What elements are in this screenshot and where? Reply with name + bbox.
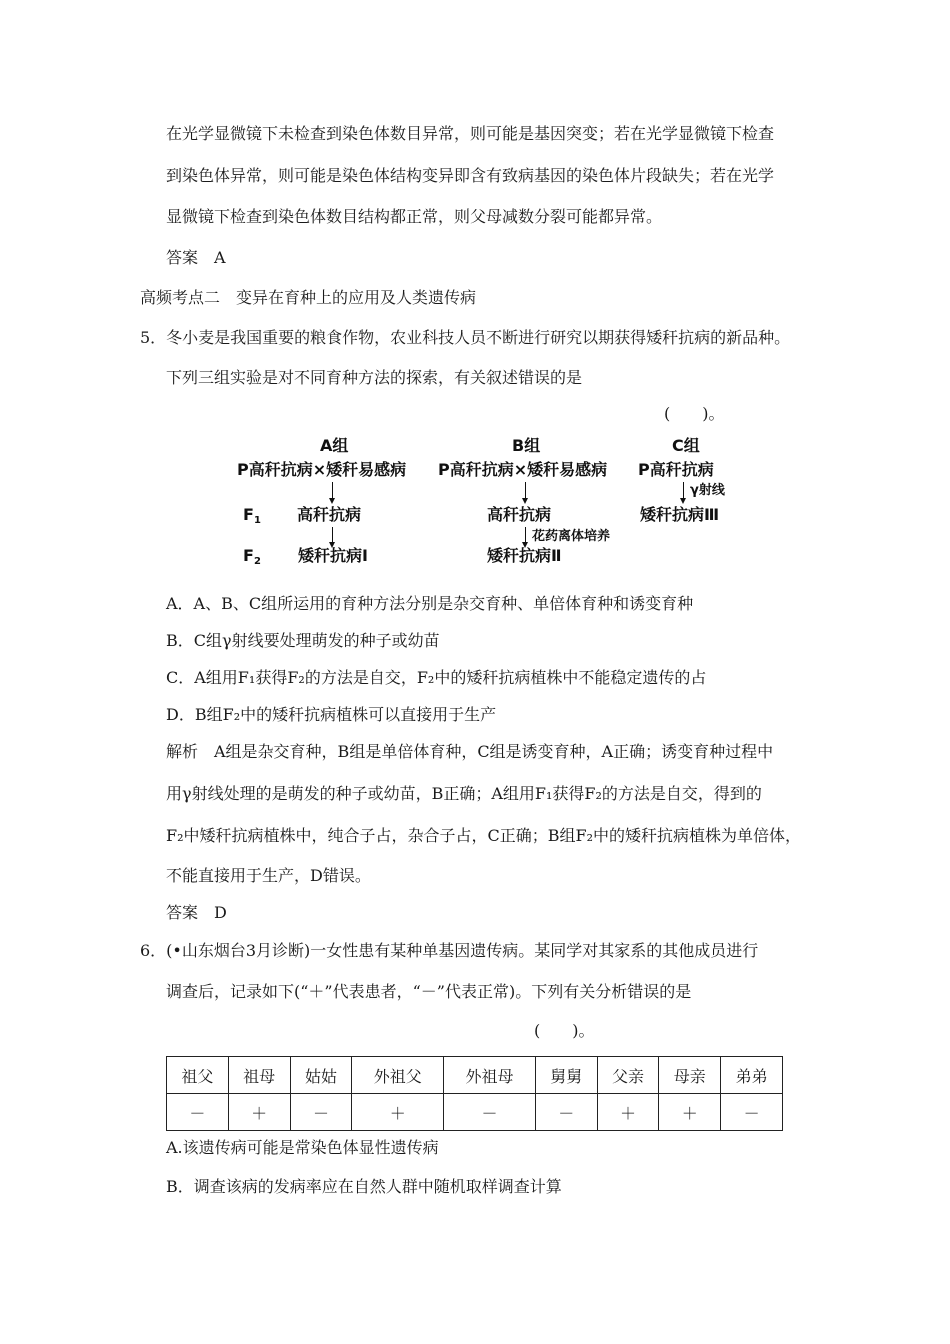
option-b: B．调查该病的发病率应在自然人群中随机取样调查计算	[166, 1177, 562, 1196]
answer-line: 答案 D	[166, 903, 227, 922]
family-record-table	[166, 1056, 783, 1131]
paragraph-line: 在光学显微镜下未检查到染色体数目异常，则可能是基因突变；若在光学显微镜下检查	[166, 124, 775, 143]
group-c-parent: P高秆抗病	[638, 460, 714, 479]
table-header-row	[167, 1057, 783, 1094]
group-b-f2: 矮秆抗病Ⅱ	[487, 546, 562, 565]
table-cell: ＋	[597, 1094, 659, 1131]
table-cell: －	[290, 1094, 352, 1131]
group-b-f1: 高秆抗病	[487, 505, 552, 524]
anther-culture-label: 花药离体培养	[532, 529, 611, 544]
table-cell: ＋	[352, 1094, 444, 1131]
answer-paren: ( )。	[664, 404, 725, 423]
analysis-line: 用γ射线处理的是萌发的种子或幼苗，B正确；A组用F₁获得F₂的方法是自交，得到的	[166, 784, 762, 803]
group-b-parents: P高秆抗病×矮秆易感病	[438, 460, 608, 479]
table-header-cell: 外祖母	[444, 1057, 536, 1094]
gamma-ray-label: γ射线	[690, 483, 725, 498]
table-header-cell: 祖母	[228, 1057, 290, 1094]
paragraph-line: 到染色体异常，则可能是染色体结构变异即含有致病基因的染色体片段缺失；若在光学	[166, 166, 775, 185]
group-a-f2: 矮秆抗病Ⅰ	[298, 546, 368, 565]
analysis-line: 解析 A组是杂交育种，B组是单倍体育种，C组是诱变育种，A正确；诱变育种过程中	[166, 742, 774, 761]
table-row	[167, 1094, 783, 1131]
section-heading: 高频考点二 变异在育种上的应用及人类遗传病	[140, 288, 477, 307]
group-a-parents: P高秆抗病×矮秆易感病	[237, 460, 407, 479]
question-6-stem-cont: 调查后，记录如下(“＋”代表患者，“－”代表正常)。下列有关分析错误的是	[166, 982, 692, 1001]
group-c-result: 矮秆抗病Ⅲ	[640, 505, 720, 524]
table-header-cell: 祖父	[167, 1057, 229, 1094]
group-c-label: C组	[672, 436, 700, 455]
answer-line: 答案 A	[166, 248, 226, 267]
f1-label: $F_1$	[243, 505, 261, 526]
table-cell: －	[167, 1094, 229, 1131]
option-a: A.该遗传病可能是常染色体显性遗传病	[166, 1138, 439, 1157]
table-header-cell: 舅舅	[535, 1057, 597, 1094]
f2-label: $F_2$	[243, 546, 261, 567]
group-b-label: B组	[512, 436, 541, 455]
question-5-stem: 5．冬小麦是我国重要的粮食作物，农业科技人员不断进行研究以期获得矮秆抗病的新品种。	[140, 328, 791, 347]
table-header-cell: 外祖父	[352, 1057, 444, 1094]
table-header-cell: 弟弟	[721, 1057, 783, 1094]
analysis-line: F₂中矮秆抗病植株中，纯合子占，杂合子占，C正确；B组F₂中的矮秆抗病植株为单倍体，	[166, 826, 802, 845]
answer-paren: ( )。	[534, 1021, 595, 1040]
table-cell: ＋	[228, 1094, 290, 1131]
group-a-f1: 高秆抗病	[297, 505, 362, 524]
table-cell: －	[721, 1094, 783, 1131]
analysis-line: 不能直接用于生产，D错误。	[166, 866, 371, 885]
group-a-label: A组	[320, 436, 349, 455]
table-header-cell: 母亲	[659, 1057, 721, 1094]
table-cell: ＋	[659, 1094, 721, 1131]
question-5-stem-cont: 下列三组实验是对不同育种方法的探索，有关叙述错误的是	[166, 368, 583, 387]
table-cell: －	[444, 1094, 536, 1131]
table-cell: －	[535, 1094, 597, 1131]
option-b: B．C组γ射线要处理萌发的种子或幼苗	[166, 631, 440, 650]
arrow-head	[680, 498, 686, 504]
question-6-stem: 6．(•山东烟台3月诊断)一女性患有某种单基因遗传病。某同学对其家系的其他成员进行	[140, 941, 759, 960]
table-header-cell: 姑姑	[290, 1057, 352, 1094]
option-d: D．B组F₂中的矮秆抗病植株可以直接用于生产	[166, 705, 497, 724]
arrow-head	[329, 498, 335, 504]
table-header-cell: 父亲	[597, 1057, 659, 1094]
paragraph-line: 显微镜下检查到染色体数目结构都正常，则父母减数分裂可能都异常。	[166, 207, 663, 226]
arrow-head	[522, 498, 528, 504]
option-a: A．A、B、C组所运用的育种方法分别是杂交育种、单倍体育种和诱变育种	[166, 594, 694, 613]
option-c: C．A组用F₁获得F₂的方法是自交，F₂中的矮秆抗病植株中不能稳定遗传的占	[166, 668, 707, 687]
